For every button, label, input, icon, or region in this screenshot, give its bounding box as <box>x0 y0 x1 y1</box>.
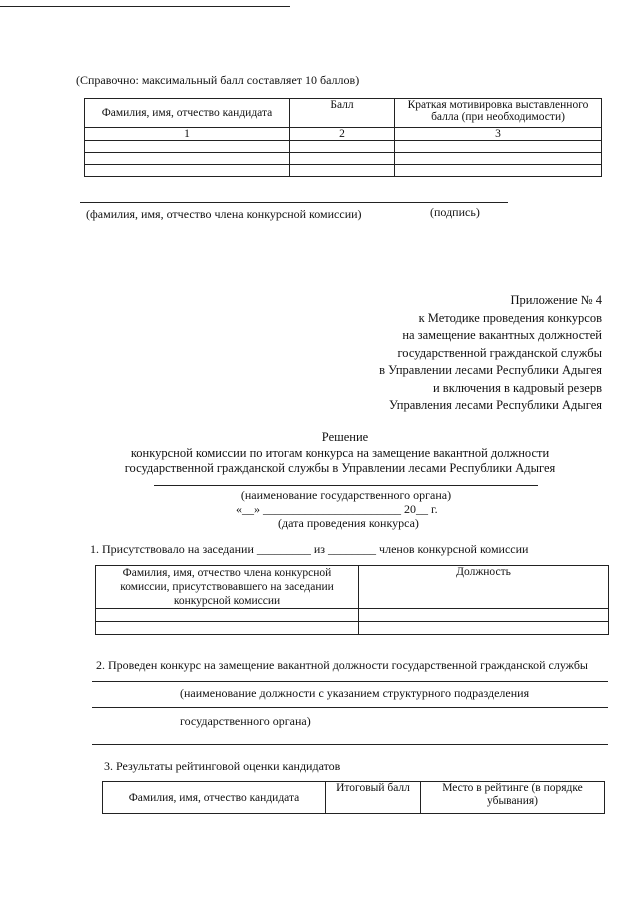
score-table-header-name: Фамилия, имя, отчество кандидата <box>85 99 290 128</box>
score-table-number: 2 <box>290 128 395 141</box>
appendix-line: в Управлении лесами Республики Адыгея <box>379 363 602 377</box>
table-row <box>85 153 602 165</box>
table-row <box>96 622 609 635</box>
appendix-block <box>379 292 602 415</box>
decision-subtitle: государственной гражданской службы в Управлении лесами Республики Адыгея <box>124 461 556 475</box>
position-line <box>92 707 608 708</box>
org-line <box>154 485 538 486</box>
signature-sign-caption: (подпись) <box>430 205 480 219</box>
appendix-line: Управления лесами Республики Адыгея <box>389 398 602 412</box>
top-scan-line <box>0 6 290 7</box>
section2-text: 2. Проведен конкурс на замещение вакантной должности государственной гражданской службы <box>96 658 588 672</box>
rating-table <box>102 781 605 814</box>
score-table-header-score: Балл <box>290 99 395 128</box>
rating-table-header-name: Фамилия, имя, отчество кандидата <box>103 782 326 814</box>
signature-line <box>80 202 508 203</box>
rating-table-header-place: Место в рейтинге (в порядке убывания) <box>421 782 605 814</box>
position-line <box>92 744 608 745</box>
section3-text: 3. Результаты рейтинговой оценки кандидатов <box>104 759 341 773</box>
appendix-line: к Методике проведения конкурсов <box>418 310 602 325</box>
rating-table-header-score: Итоговый балл <box>326 782 421 814</box>
members-table-header-name: Фамилия, имя, отчество члена конкурсной комиссии, присутствовавшего на заседании конкурсной комиссии <box>96 566 359 609</box>
appendix-line: и включения в кадровый резерв <box>432 380 602 395</box>
position-line <box>92 681 608 682</box>
date-caption: (дата проведения конкурса) <box>278 516 419 530</box>
appendix-line: на замещение вакантных должностей <box>402 328 602 342</box>
score-table <box>84 98 602 177</box>
table-row <box>96 609 609 622</box>
decision-subtitle: конкурсной комиссии по итогам конкурса на замещение вакантной должности <box>130 446 550 460</box>
appendix-line: Приложение № 4 <box>510 293 602 307</box>
table-row <box>85 165 602 177</box>
members-table <box>95 565 609 635</box>
position-caption: государственного органа) <box>180 714 311 728</box>
section1-text: 1. Присутствовало на заседании _________ из ________ членов конкурсной комиссии <box>90 542 529 556</box>
position-caption: (наименование должности с указанием структурного подразделения <box>180 686 530 700</box>
score-table-header-motivation: Краткая мотивировка выставленного балла (при необходимости) <box>395 99 602 128</box>
table-row <box>85 141 602 153</box>
signature-name-caption: (фамилия, имя, отчество члена конкурсной комиссии) <box>86 207 362 221</box>
score-table-number: 1 <box>85 128 290 141</box>
decision-title: Решение <box>321 430 369 444</box>
members-table-header-position: Должность <box>359 566 609 609</box>
date-line: «__» _______________________ 20__ г. <box>236 502 438 516</box>
score-table-number: 3 <box>395 128 602 141</box>
org-caption: (наименование государственного органа) <box>240 488 452 502</box>
appendix-line: государственной гражданской службы <box>397 345 602 360</box>
score-note: (Справочно: максимальный балл составляет 10 баллов) <box>76 73 360 87</box>
